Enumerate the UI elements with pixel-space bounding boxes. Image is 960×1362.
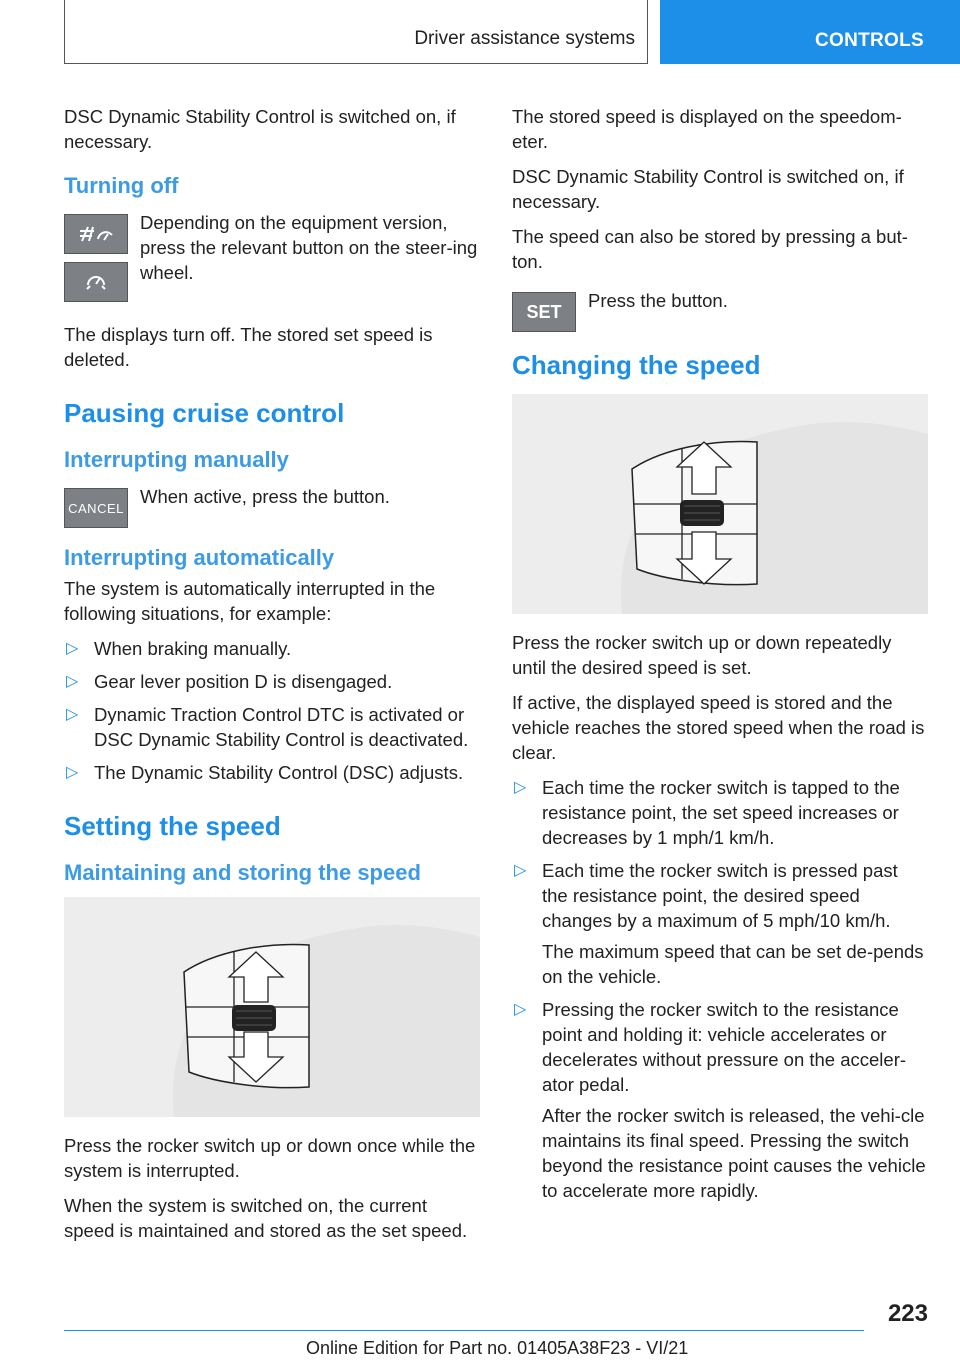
steering-wheel-rocker-illustration <box>64 897 480 1117</box>
footer-edition: Online Edition for Part no. 01405A38F23 - VI/21 <box>306 1338 689 1358</box>
right-column <box>512 104 928 1211</box>
cancel-button-icon: CANCEL <box>64 488 128 528</box>
turning-off-row <box>64 210 480 310</box>
chapter-tab-label: CONTROLS <box>815 30 925 51</box>
list-item-note: After the rocker switch is released, the vehi‐cle maintains its final speed. Pressing the switch beyond the resistance point causes the vehicle to accelerate more rapidly. <box>542 1105 926 1201</box>
auto-interrupt-list <box>64 636 480 785</box>
turning-off-text: Depending on the equipment version, press the relevant button on the steer‐ing wheel. <box>140 212 478 283</box>
speed-change-list <box>512 775 928 1203</box>
footer-divider <box>64 1330 864 1331</box>
list-item: ▷ Pressing the rocker switch to the resistance point and holding it: vehicle accelerates or decelerates without pressure on the acceler‐ator pedal. After the rocker switch is released, the vehi‐cle maintains its final speed. Pressing the switch beyond the resistance point causes the vehicle to accelerate more rapidly. <box>512 997 928 1203</box>
paragraph-dsc-on: DSC Dynamic Stability Control is switched on, if necessary. <box>512 166 904 212</box>
list-item: ▷ Each time the rocker switch is tapped to the resistance point, the set speed increases or decreases by 1 mph/1 km/h. <box>514 777 900 848</box>
heading-interrupting-automatically: Interrupting automatically <box>64 545 335 570</box>
set-text: Press the button. <box>588 290 728 311</box>
bullet-triangle-icon: ▷ <box>514 1001 527 1018</box>
paragraph-displays-off: The displays turn off. The stored set speed is deleted. <box>64 324 433 370</box>
paragraph-auto-situations: The system is automatically interrupted in the following situations, for example: <box>64 578 436 624</box>
chapter-tab <box>660 0 960 64</box>
bullet-triangle-icon: ▷ <box>66 673 79 690</box>
paragraph-rocker-repeat: Press the rocker switch up or down repeatedly until the desired speed is set. <box>512 632 892 678</box>
list-item: ▷ The Dynamic Stability Control (DSC) adjusts. <box>66 762 464 783</box>
bullet-triangle-icon: ▷ <box>514 779 527 796</box>
set-row <box>512 288 928 332</box>
cancel-row <box>64 484 480 524</box>
heading-changing-the-speed: Changing the speed <box>512 350 761 380</box>
turning-off-icons <box>64 214 128 310</box>
heading-maintaining-storing: Maintaining and storing the speed <box>64 860 421 885</box>
heading-setting-the-speed: Setting the speed <box>64 811 281 841</box>
heading-pausing-cruise-control: Pausing cruise control <box>64 398 345 428</box>
list-item: ▷ When braking manually. <box>66 638 292 659</box>
header-frame <box>64 0 648 64</box>
bullet-triangle-icon: ▷ <box>514 862 527 879</box>
heading-interrupting-manually: Interrupting manually <box>64 447 289 472</box>
set-button-icon: SET <box>512 292 576 332</box>
paragraph-if-active: If active, the displayed speed is stored and the vehicle reaches the stored speed when the road is clear. <box>512 692 925 763</box>
list-item-note: The maximum speed that can be set de‐pends on the vehicle. <box>542 941 924 987</box>
heading-turning-off: Turning off <box>64 173 179 198</box>
list-item: ▷ Gear lever position D is disengaged. <box>66 671 393 692</box>
list-item: ▷ Each time the rocker switch is pressed past the resistance point, the desired speed changes by a maximum of 5 mph/10 km/h. The maximum speed that can be set de‐pends on the vehicle. <box>512 858 928 989</box>
paragraph-switched-on: When the system is switched on, the current speed is maintained and stored as the set speed. <box>64 1195 468 1241</box>
bullet-triangle-icon: ▷ <box>66 706 79 723</box>
cruise-control-off-icon <box>64 214 128 254</box>
paragraph-dsc-intro: DSC Dynamic Stability Control is switched on, if necessary. <box>64 106 456 152</box>
section-title: Driver assistance systems <box>414 28 635 49</box>
paragraph-button-store: The speed can also be stored by pressing a but‐ton. <box>512 226 908 272</box>
bullet-triangle-icon: ▷ <box>66 764 79 781</box>
steering-wheel-rocker-illustration-2 <box>512 394 928 614</box>
list-item: ▷ Dynamic Traction Control DTC is activated or DSC Dynamic Stability Control is deactivated. <box>66 704 469 750</box>
paragraph-stored-displayed: The stored speed is displayed on the speedom‐eter. <box>512 106 902 152</box>
left-column <box>64 104 480 1253</box>
cruise-control-speed-icon <box>64 262 128 302</box>
bullet-triangle-icon: ▷ <box>66 640 79 657</box>
interrupt-manual-text: When active, press the button. <box>140 486 390 507</box>
paragraph-rocker-once: Press the rocker switch up or down once while the system is interrupted. <box>64 1135 476 1181</box>
page-number: 223 <box>887 1300 928 1327</box>
